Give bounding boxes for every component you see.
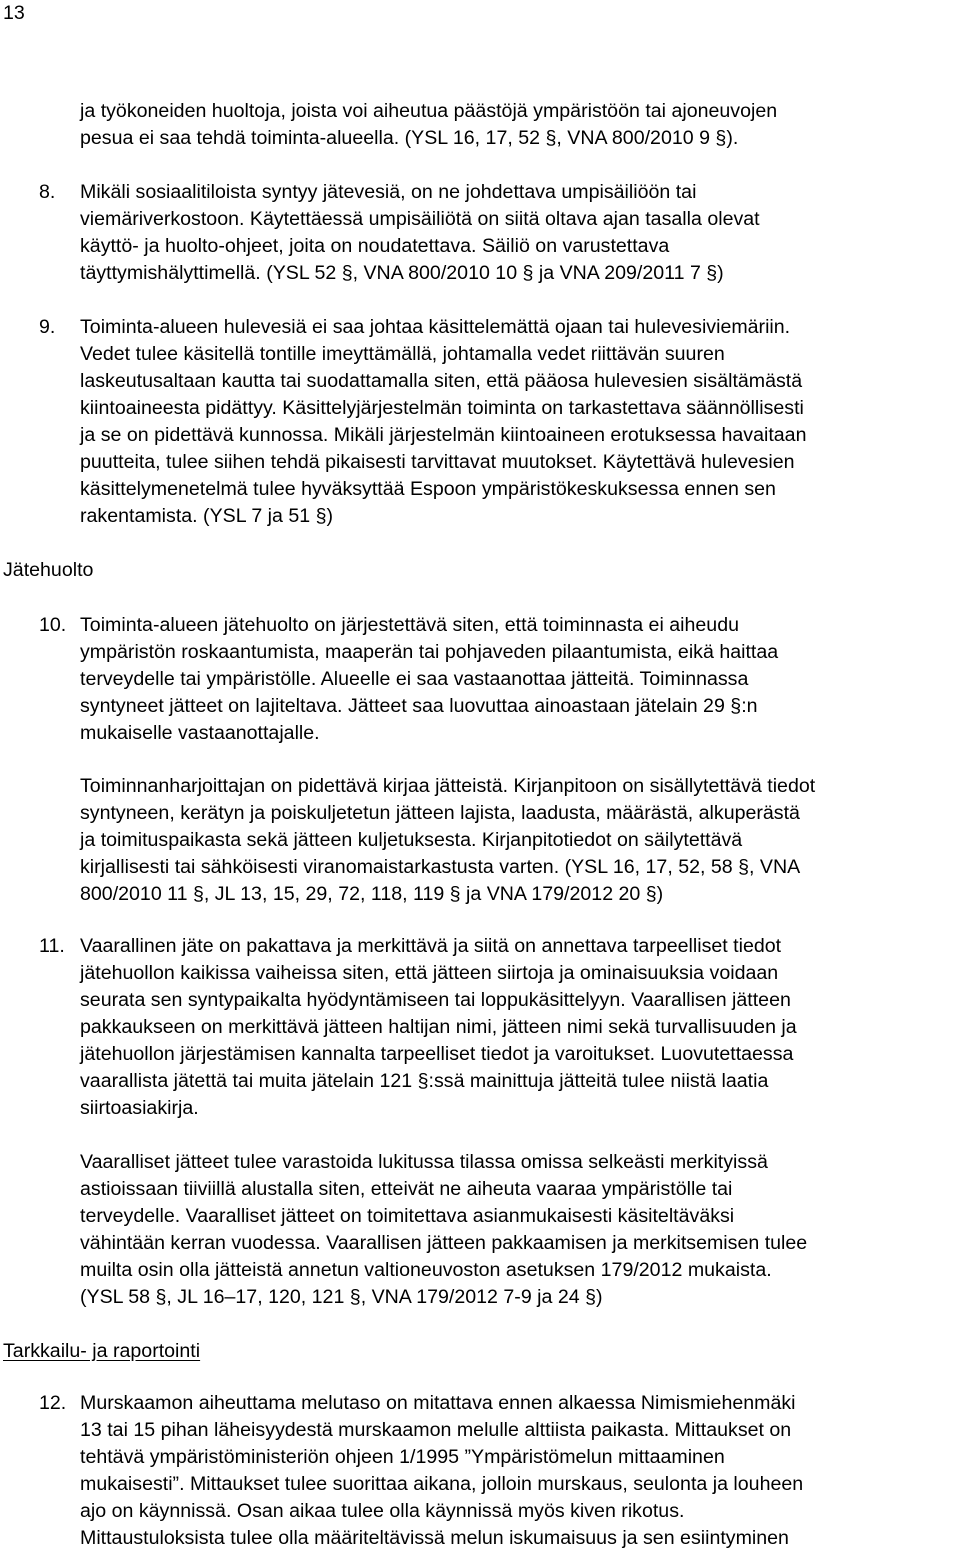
item-paragraph: Murskaamon aiheuttama melutaso on mitattava ennen alkaessa Nimismiehenmäki 13 tai 15 pihan läheisyydestä murskaamon melulle alttiista paikasta. Mittaukset on tehtävä ympäristöministeriön ohjeen 1/1995 ”Ympäristömelun mittaaminen mukaisesti”. Mittaukset tulee suorittaa aikana, jolloin murskaus, seulonta ja louheen ajo on käynnissä. Osan aikaa tulee olla käynnissä myös kiven rikotus. Mittaustuloksista tulee olla määriteltävissä melun iskumaisuus ja sen esiintyminen — [80, 1392, 804, 1549]
item-paragraph: Toiminta-alueen jätehuolto on järjestettävä siten, että toiminnasta ei aiheudu ympäristön roskaantumista, maaperän tai pohjaveden pilaantumista, eikä haittaa terveydelle tai ympäristölle. Alueelle ei saa vastaanottaa jätteitä. Toiminnassa syntyneet jätteet on lajiteltava. Jätteet saa luovuttaa ainoastaan jätelain 29 §:n mukaiselle vastaanottajalle. — [80, 614, 779, 744]
item-number: 8. — [39, 181, 56, 203]
page-number: 13 — [3, 2, 25, 24]
item-paragraph: Vaaralliset jätteet tulee varastoida lukitussa tilassa omissa selkeästi merkityissä astioissaan tiiviillä alustalla siten, etteivät ne aiheuta vaaraa ympäristölle tai terveydelle. Vaaralliset jätteet on toimitettava asianmukaisesti käsiteltäväksi vähintään kerran vuodessa. Vaarallisen jätteen pakkaamisen ja merkitsemisen tulee muilta osin olla jätteistä annetun valtioneuvoston asetuksen 179/2012 mukaista. (YSL 58 §, JL 16–17, 120, 121 §, VNA 179/2012 7-9 ja 24 §) — [80, 1151, 808, 1308]
item-paragraph: Mikäli sosiaalitiloista syntyy jätevesiä, on ne johdettava umpisäiliöön tai viemäriverkostoon. Käytettäessä umpisäiliötä on siitä oltava ajan tasalla olevat käyttö- ja huolto-ohjeet, joita on noudatettava. Säiliö on varustettava täyttymishälyttimellä. (YSL 52 §, VNA 800/2010 10 § ja VNA 209/2011 7 §) — [80, 181, 760, 284]
section-heading-jatehuolto: Jätehuolto — [3, 559, 94, 581]
item-paragraph: Toiminta-alueen hulevesiä ei saa johtaa käsittelemättä ojaan tai hulevesiviemäriin. Vedet tulee käsitellä tontille imeyttämällä, johtamalla vedet riittävän suuren laskeutusaltaan kautta tai suodattamalla siten, että pääosa hulevesien sisältämästä kiintoaineesta pidättyy. Käsittelyjärjestelmän toiminta on tarkastettava säännöllisesti ja se on pidettävä kunnossa. Mikäli järjestelmän kiintoaineen erotuksessa havaitaan puutteita, tulee siihen tehdä pikaisesti tarvittavat muutokset. Käytettävä hulevesien käsittelymenetelmä tulee hyväksyttää Espoon ympäristökeskuksessa ennen sen rakentamista. (YSL 7 ja 51 §) — [80, 316, 807, 527]
intro-paragraph: ja työkoneiden huoltoja, joista voi aiheutua päästöjä ympäristöön tai ajoneuvojen pesua ei saa tehdä toiminta-alueella. (YSL 16, 17, 52 §, VNA 800/2010 9 §). — [80, 100, 778, 149]
section-heading-tarkkailu: Tarkkailu- ja raportointi — [3, 1340, 201, 1362]
item-paragraph: Toiminnanharjoittajan on pidettävä kirjaa jätteistä. Kirjanpitoon on sisällytettävä tiedot syntyneen, kerätyn ja poiskuljetetun jätteen lajista, laadusta, määrästä, alkuperästä ja toimituspaikasta sekä jätteen kuljetuksesta. Kirjanpitotiedot on säilytettävä kirjallisesti tai sähköisesti viranomaistarkastusta varten. (YSL 16, 17, 52, 58 §, VNA 800/2010 11 §, JL 13, 15, 29, 72, 118, 119 § ja VNA 179/2012 20 §) — [80, 775, 816, 905]
item-paragraph: Vaarallinen jäte on pakattava ja merkittävä ja siitä on annettava tarpeelliset tiedot jätehuollon kaikissa vaiheissa siten, että jätteen siirtoja ja ominaisuuksia voidaan seurata sen syntypaikalta hyödyntämiseen tai loppukäsittelyyn. Vaarallisen jätteen pakkaukseen on merkittävä jätteen haltijan nimi, jätteen nimi sekä turvallisuuden ja jätehuollon järjestämisen kannalta tarpeelliset tiedot ja varoitukset. Luovutettaessa vaarallista jätettä tai muita jätelain 121 §:ssä mainittuja jätteitä tulee niistä laatia siirtoasiakirja. — [80, 935, 797, 1119]
item-number: 10. — [39, 614, 67, 636]
item-number: 11. — [39, 935, 65, 957]
item-number: 12. — [39, 1392, 67, 1414]
item-number: 9. — [39, 316, 56, 338]
